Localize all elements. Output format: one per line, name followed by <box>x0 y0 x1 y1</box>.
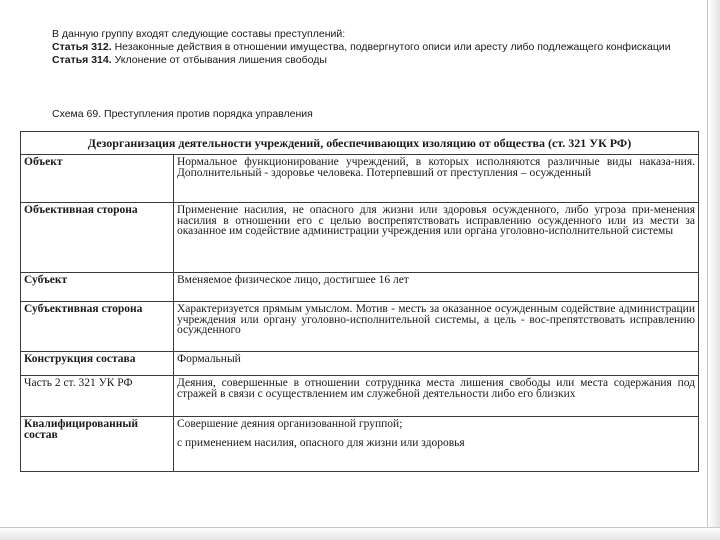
row-label: Субъективная сторона <box>21 302 174 352</box>
intro-line: В данную группу входят следующие составы преступлений: <box>52 28 346 40</box>
table-header-row <box>21 132 699 155</box>
table-row <box>21 155 699 203</box>
table-row <box>21 376 699 417</box>
page-edge-bottom <box>0 527 720 540</box>
row-value: Характеризуется прямым умыслом. Мотив - месть за оказанное осужденным содействие администрации учреждения или органу уголовно-исполнительной системы, а цель - вос-препятствовать исправлению осужденного <box>174 302 699 352</box>
row-value: Применение насилия, не опасного для жизни или здоровья осужденного, либо угроза при-менения насилия в отношении его с целью воспрепятствовать исправлению осужденного или из мести за оказанное им содействие администрации учреждения или органа уголовно-исполнительной системы <box>174 203 699 273</box>
row-value <box>174 417 699 472</box>
row-value: Вменяемое физическое лицо, достигшее 16 лет <box>174 273 699 302</box>
page-edge-right <box>707 0 720 540</box>
row-value-line: с применением насилия, опасного для жизни или здоровья <box>177 436 465 449</box>
row-value-line: Совершение деяния организованной группой; <box>177 418 403 430</box>
table-row <box>21 352 699 376</box>
article-314-label: Статья 314. <box>52 54 112 66</box>
table-row <box>21 302 699 352</box>
article-314 <box>52 54 672 67</box>
row-value: Нормальное функционирование учреждений, в которых исполняются различные виды наказа-ния. Дополнительный - здоровье человека. Потерпевший от преступления – осужденный <box>174 155 699 203</box>
table-row <box>21 417 699 472</box>
row-label: Часть 2 ст. 321 УК РФ <box>21 376 174 417</box>
crime-elements-table <box>20 131 699 472</box>
table-row <box>21 203 699 273</box>
intro-block <box>52 28 672 67</box>
table-row <box>21 273 699 302</box>
row-label: Объективная сторона <box>21 203 174 273</box>
row-value: Деяния, совершенные в отношении сотрудника места лишения свободы или места содержания под стражей в связи с осуществлением им служебной деятельности либо его близких <box>174 376 699 417</box>
article-312-text: Незаконные действия в отношении имущества, подвергнутого описи или аресту либо подлежащего конфискации <box>111 41 671 53</box>
row-value: Формальный <box>174 352 699 376</box>
row-label: Объект <box>21 155 174 203</box>
article-314-text: Уклонение от отбывания лишения свободы <box>111 54 327 66</box>
row-label: Субъект <box>21 273 174 302</box>
scheme-title: Схема 69. Преступления против порядка управления <box>52 108 313 120</box>
article-312-label: Статья 312. <box>52 41 112 53</box>
row-label: Конструкция состава <box>21 352 174 376</box>
row-label: Квалифицированный состав <box>21 417 174 472</box>
table-header: Дезорганизация деятельности учреждений, обеспечивающих изоляцию от общества (ст. 321 УК РФ) <box>21 132 699 155</box>
article-312 <box>52 41 672 54</box>
